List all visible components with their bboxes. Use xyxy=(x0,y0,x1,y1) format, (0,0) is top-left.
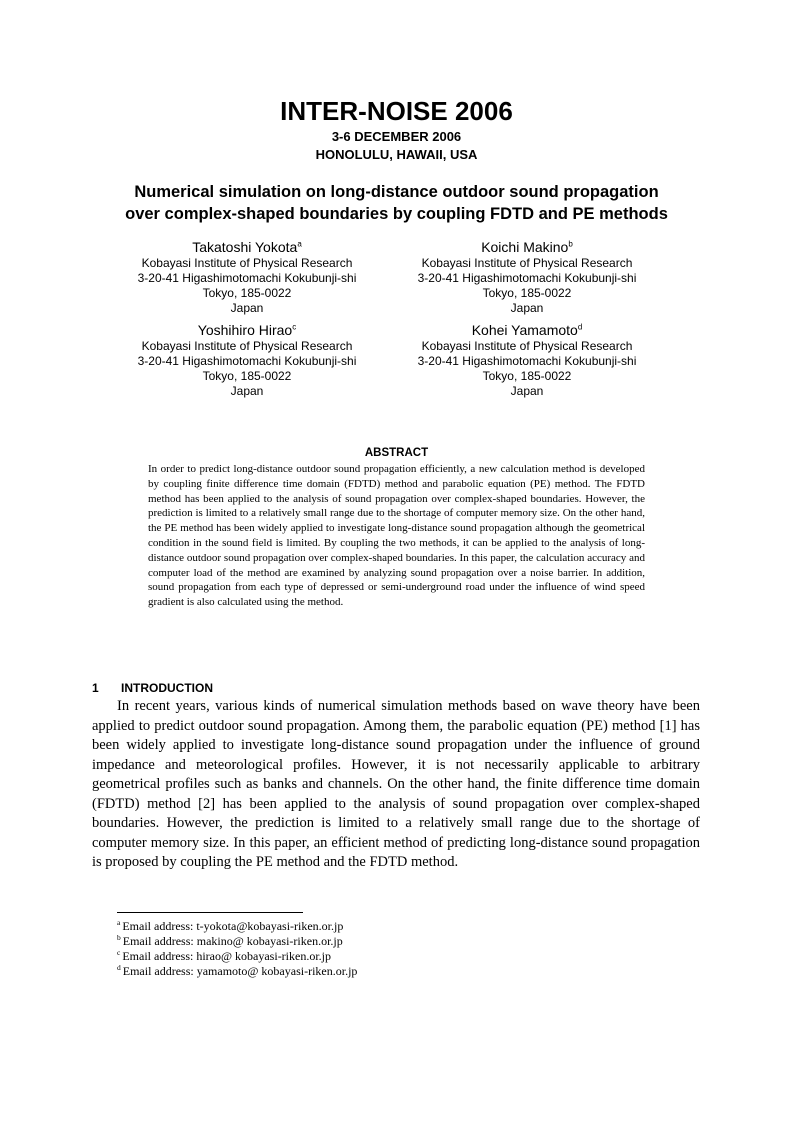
footnote-mark: b xyxy=(117,933,121,942)
author-block-1 xyxy=(97,238,397,316)
section-heading xyxy=(92,681,213,695)
paper-title xyxy=(60,181,733,225)
footnote-text: Email address: hirao@ kobayasi-riken.or.jp xyxy=(122,949,332,963)
author-name: Koichi Makino$^b$ xyxy=(481,239,573,255)
author-affiliation: Kobayasi Institute of Physical Research xyxy=(141,339,353,353)
paper-title-line-1: Numerical simulation on long-distance outdoor sound propagation xyxy=(134,183,659,201)
abstract-heading: ABSTRACT xyxy=(364,447,429,459)
footnote-item xyxy=(117,949,517,964)
footnote-item xyxy=(117,934,517,949)
footnote-mark: a xyxy=(117,918,121,927)
author-city: Tokyo, 185-0022 xyxy=(482,286,572,300)
author-address: 3-20-41 Higashimotomachi Kokubunji-shi xyxy=(137,354,357,368)
conference-dates: 3-6 DECEMBER 2006 xyxy=(331,129,462,144)
author-footnote-mark: b xyxy=(568,239,573,249)
footnote-item xyxy=(117,964,517,979)
author-city: Tokyo, 185-0022 xyxy=(482,369,572,383)
author-affiliation: Kobayasi Institute of Physical Research xyxy=(141,256,353,270)
author-affiliation: Kobayasi Institute of Physical Research xyxy=(421,339,633,353)
author-country: Japan xyxy=(230,384,264,398)
author-city: Tokyo, 185-0022 xyxy=(202,369,292,383)
author-footnote-mark: c xyxy=(292,322,297,332)
footnote-text: Email address: yamamoto@ kobayasi-riken.or.jp xyxy=(122,964,358,978)
footnote-divider xyxy=(117,912,303,913)
conference-location: HONOLULU, HAWAII, USA xyxy=(315,147,478,162)
footnote-item xyxy=(117,919,517,934)
author-footnote-mark: a xyxy=(297,239,302,249)
footnote-mark: d xyxy=(117,963,121,972)
paper-title-line-2: over complex-shaped boundaries by coupling FDTD and PE methods xyxy=(125,205,668,223)
author-address: 3-20-41 Higashimotomachi Kokubunji-shi xyxy=(417,354,637,368)
author-name: Yoshihiro Hirao$^c$ xyxy=(197,322,297,338)
footnote-text: Email address: makino@ kobayasi-riken.or.jp xyxy=(122,934,343,948)
author-country: Japan xyxy=(230,301,264,315)
footnotes xyxy=(117,919,517,979)
author-name: Kohei Yamamoto$^d$ xyxy=(471,322,583,338)
footnote-mark: c xyxy=(117,948,121,957)
conference-title: INTER-NOISE 2006 xyxy=(280,96,513,126)
footnote-text: Email address: t-yokota@kobayasi-riken.or.jp xyxy=(122,919,344,933)
author-block-3 xyxy=(97,321,397,399)
abstract-text: In order to predict long-distance outdoor sound propagation efficiently, a new calculation method is developed by coupling finite difference time domain (FDTD) method and parabolic equation (PE) method. The FDTD method has been applied to the analysis of sound propagation over complex-shaped boundaries. However, the prediction is limited to a relatively small range due to the shortage of computer memory size. On the other hand, the PE method has been widely applied to investigate long-distance sound propagation although the geometrical condition in the sound field is limited. By coupling the two methods, it can be applied to the analysis of long-distance outdoor sound propagation over complex-shaped boundaries. In this paper, the calculation accuracy and computer load of the method are examined by analyzing sound propagation over a noise barrier. In addition, sound propagation from each type of depressed or semi-underground road under the influence of wind speed gradient is also calculated using the method. xyxy=(148,463,645,609)
author-address: 3-20-41 Higashimotomachi Kokubunji-shi xyxy=(137,271,357,285)
author-block-4 xyxy=(377,321,677,399)
author-footnote-mark: d xyxy=(577,322,583,332)
section-number: 1 xyxy=(92,681,99,695)
author-city: Tokyo, 185-0022 xyxy=(202,286,292,300)
author-country: Japan xyxy=(510,301,544,315)
author-country: Japan xyxy=(510,384,544,398)
author-address: 3-20-41 Higashimotomachi Kokubunji-shi xyxy=(417,271,637,285)
author-block-2 xyxy=(377,238,677,316)
author-affiliation: Kobayasi Institute of Physical Research xyxy=(421,256,633,270)
introduction-paragraph: In recent years, various kinds of numerical simulation methods based on wave theory have been applied to predict outdoor sound propagation. Among them, the parabolic equation (PE) method [1] has been widely applied to investigate long-distance sound propagation under the influence of ground impedance and meteorological profiles. However, it is not necessarily applicable to arbitrary geometrical profiles such as banks and channels. On the other hand, the finite difference time domain (FDTD) method [2] has been applied to the analysis of sound propagation over complex-shaped boundaries. However, the prediction is limited to a relatively small range due to the shortage of computer memory size. In this paper, an efficient method of predicting long-distance sound propagation is proposed by coupling the PE method and the FDTD method. xyxy=(92,698,700,870)
author-name: Takatoshi Yokota$^a$ xyxy=(192,239,302,255)
section-title: INTRODUCTION xyxy=(121,681,213,695)
